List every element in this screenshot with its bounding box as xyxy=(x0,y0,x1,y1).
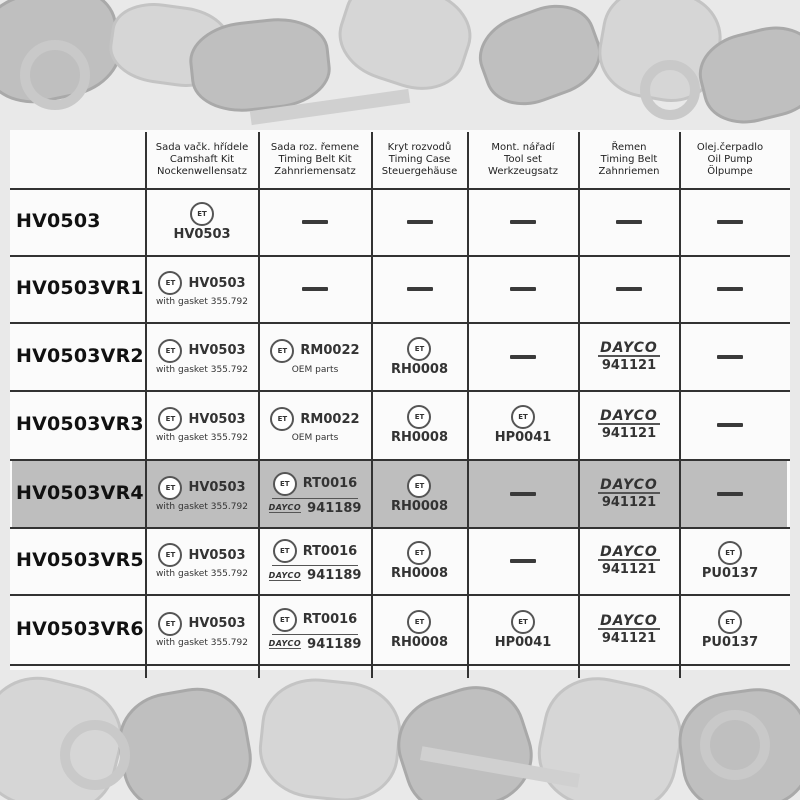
table-cell-timing-belt xyxy=(580,323,678,390)
table-cell-timing-belt xyxy=(580,595,678,664)
et-logo-icon: ET xyxy=(273,472,297,496)
part-note: with gasket 355.792 xyxy=(156,433,248,443)
part-code: RT0016 xyxy=(302,543,358,559)
dayco-logo: DAYCO xyxy=(268,639,302,648)
et-logo-icon: ET xyxy=(407,541,431,565)
part-note: OEM parts xyxy=(291,364,339,375)
part-code: RH0008 xyxy=(390,634,449,650)
belt-kit-part xyxy=(270,339,359,363)
part-note: with gasket 355.792 xyxy=(156,364,248,375)
dayco-logo: DAYCO xyxy=(600,612,658,629)
timing-case-part xyxy=(391,337,448,377)
column-header-camshaft-kit: Sada vačk. hřídele Camshaft Kit Nockenwellensatz xyxy=(155,142,249,177)
oil-pump-part xyxy=(702,541,758,581)
row-label: HV0503VR1 xyxy=(16,277,144,299)
table-cell-oil-pump xyxy=(681,189,779,255)
table-cell-tool-set xyxy=(469,460,577,527)
table-cell-tool-set xyxy=(469,323,577,390)
table-cell-camshaft xyxy=(147,256,257,322)
dayco-part xyxy=(269,637,362,652)
part-code: HV0503 xyxy=(188,547,246,563)
table-cell-timing-case xyxy=(373,189,466,255)
row-label: HV0503 xyxy=(16,210,101,232)
et-logo-icon: ET xyxy=(511,610,535,634)
table-cell-oil-pump xyxy=(681,595,779,664)
dayco-logo: DAYCO xyxy=(600,408,658,424)
et-logo-icon: ET xyxy=(158,407,182,431)
et-logo-icon: ET xyxy=(718,610,742,634)
camshaft-part xyxy=(158,407,245,431)
table-cell-camshaft xyxy=(147,595,257,664)
table-cell-tool-set xyxy=(469,595,577,664)
table-cell-belt-kit xyxy=(260,189,370,255)
part-code: HV0503 xyxy=(173,227,231,242)
et-logo-icon: ET xyxy=(407,337,431,361)
table-cell-timing-case xyxy=(373,256,466,322)
table-cell-tool-set xyxy=(469,256,577,322)
not-available-dash xyxy=(407,220,433,224)
camshaft-part xyxy=(158,271,245,295)
table-cell-camshaft xyxy=(147,189,257,255)
not-available-dash xyxy=(510,220,536,224)
et-logo-icon: ET xyxy=(273,608,297,632)
part-code: RH0008 xyxy=(390,566,449,581)
part-code: HV0503 xyxy=(188,480,246,495)
dayco-logo: DAYCO xyxy=(268,570,302,580)
et-logo-icon: ET xyxy=(407,405,431,429)
timing-case-part xyxy=(391,405,448,445)
part-code: PU0137 xyxy=(701,634,759,650)
grid-line xyxy=(10,664,790,666)
camshaft-part xyxy=(158,476,245,500)
table-cell-oil-pump xyxy=(681,460,779,527)
dayco-logo: DAYCO xyxy=(600,339,658,356)
column-header-tool-set: Mont. nářadí Tool set Werkzeugsatz xyxy=(488,142,558,177)
not-available-dash xyxy=(510,287,536,291)
part-code: 941189 xyxy=(307,568,362,583)
timing-belt-part xyxy=(598,341,660,373)
timing-case-part xyxy=(391,541,448,581)
table-cell-belt-kit xyxy=(260,256,370,322)
table-cell-camshaft xyxy=(147,460,257,527)
part-note: OEM parts xyxy=(291,433,339,443)
table-cell-belt-kit xyxy=(260,528,370,594)
timing-belt-part xyxy=(598,614,660,646)
not-available-dash xyxy=(302,287,328,291)
part-note: with gasket 355.792 xyxy=(156,297,248,307)
part-code: 941189 xyxy=(307,636,362,652)
column-header-oil-pump: Olej.čerpadlo Oil Pump Ölpumpe xyxy=(696,142,764,177)
table-cell-belt-kit xyxy=(260,323,370,390)
et-logo-icon: ET xyxy=(407,474,431,498)
part-code: HV0503 xyxy=(188,343,246,358)
part-note: with gasket 355.792 xyxy=(156,501,248,512)
table-cell-timing-belt xyxy=(580,528,678,594)
part-code: RH0008 xyxy=(390,361,449,377)
row-label: HV0503VR5 xyxy=(16,549,144,571)
part-code: HP0041 xyxy=(494,430,552,445)
divider xyxy=(272,498,358,499)
et-logo-icon: ET xyxy=(718,541,742,565)
timing-case-part xyxy=(391,474,448,514)
table-cell-timing-case xyxy=(373,595,466,664)
et-logo-icon: ET xyxy=(407,610,431,634)
belt-kit-part xyxy=(273,539,357,563)
part-code: RH0008 xyxy=(390,430,449,445)
part-code: HV0503 xyxy=(188,616,246,631)
table-cell-camshaft xyxy=(147,323,257,390)
part-note: with gasket 355.792 xyxy=(156,569,248,579)
divider xyxy=(272,634,358,635)
part-code: 941121 xyxy=(601,426,657,441)
table-cell-timing-belt xyxy=(580,460,678,527)
table-cell-tool-set xyxy=(469,391,577,459)
belt-kit-part xyxy=(273,608,357,632)
not-available-dash xyxy=(510,492,536,496)
timing-belt-part xyxy=(598,478,660,510)
timing-belt-part xyxy=(598,409,660,441)
timing-belt-part xyxy=(598,545,660,577)
not-available-dash xyxy=(717,423,743,427)
dayco-logo: DAYCO xyxy=(268,503,302,512)
row-label: HV0503VR4 xyxy=(16,481,144,504)
part-code: RH0008 xyxy=(390,498,449,514)
row-label: HV0503VR2 xyxy=(16,344,144,367)
table-cell-timing-case xyxy=(373,391,466,459)
table-cell-camshaft xyxy=(147,391,257,459)
part-note: with gasket 355.792 xyxy=(156,637,248,648)
et-logo-icon: ET xyxy=(270,339,294,363)
camshaft-part xyxy=(158,612,245,636)
camshaft-part xyxy=(173,202,230,242)
dayco-part xyxy=(269,568,362,583)
not-available-dash xyxy=(616,220,642,224)
timing-case-part xyxy=(391,610,448,650)
table-cell-timing-case xyxy=(373,323,466,390)
not-available-dash xyxy=(616,287,642,291)
part-code: 941121 xyxy=(601,630,657,646)
camshaft-part xyxy=(158,543,245,567)
part-code: PU0137 xyxy=(701,566,759,581)
column-header-timing-case: Kryt rozvodů Timing Case Steuergehäuse xyxy=(381,142,458,177)
column-header-timing-belt: Řemen Timing Belt Zahnriemen xyxy=(598,142,660,177)
not-available-dash xyxy=(717,220,743,224)
et-logo-icon: ET xyxy=(511,405,535,429)
table-cell-timing-case xyxy=(373,460,466,527)
divider xyxy=(272,565,358,566)
et-logo-icon: ET xyxy=(158,543,182,567)
table-cell-tool-set xyxy=(469,189,577,255)
belt-kit-part xyxy=(273,472,357,496)
et-logo-icon: ET xyxy=(158,612,182,636)
table-cell-belt-kit xyxy=(260,460,370,527)
dayco-logo: DAYCO xyxy=(600,544,658,560)
table-cell-oil-pump xyxy=(681,528,779,594)
not-available-dash xyxy=(407,287,433,291)
part-code: RM0022 xyxy=(300,343,360,358)
not-available-dash xyxy=(302,220,328,224)
column-header-timing-belt-kit: Sada roz. řemene Timing Belt Kit Zahnriemensatz xyxy=(270,142,360,177)
part-code: 941189 xyxy=(307,500,362,516)
table-cell-timing-case xyxy=(373,528,466,594)
table-cell-camshaft xyxy=(147,528,257,594)
not-available-dash xyxy=(510,559,536,563)
not-available-dash xyxy=(717,492,743,496)
et-logo-icon: ET xyxy=(158,271,182,295)
not-available-dash xyxy=(717,287,743,291)
part-code: 941121 xyxy=(601,494,657,510)
dayco-logo: DAYCO xyxy=(600,476,658,493)
part-code: HP0041 xyxy=(494,634,552,650)
oil-pump-part xyxy=(702,610,758,650)
et-logo-icon: ET xyxy=(270,407,294,431)
table-cell-timing-belt xyxy=(580,256,678,322)
table-cell-belt-kit xyxy=(260,391,370,459)
part-code: 941121 xyxy=(601,357,657,373)
table-cell-timing-belt xyxy=(580,189,678,255)
table-cell-oil-pump xyxy=(681,391,779,459)
row-label: HV0503VR3 xyxy=(16,413,144,435)
row-label: HV0503VR6 xyxy=(16,617,144,640)
table-cell-oil-pump xyxy=(681,256,779,322)
table-cell-tool-set xyxy=(469,528,577,594)
table-cell-timing-belt xyxy=(580,391,678,459)
et-logo-icon: ET xyxy=(190,202,214,226)
et-logo-icon: ET xyxy=(158,339,182,363)
tool-set-part xyxy=(495,610,552,650)
not-available-dash xyxy=(717,355,743,359)
part-code: 941121 xyxy=(601,562,657,577)
et-logo-icon: ET xyxy=(158,476,182,500)
table-cell-oil-pump xyxy=(681,323,779,390)
et-logo-icon: ET xyxy=(273,539,297,563)
part-code: HV0503 xyxy=(188,275,246,291)
part-code: HV0503 xyxy=(188,411,246,427)
part-code: RM0022 xyxy=(300,411,360,427)
not-available-dash xyxy=(510,355,536,359)
dayco-part xyxy=(269,501,362,516)
tool-set-part xyxy=(495,405,552,445)
table-cell-belt-kit xyxy=(260,595,370,664)
part-code: RT0016 xyxy=(302,476,358,491)
part-code: RT0016 xyxy=(302,612,358,627)
camshaft-part xyxy=(158,339,245,363)
belt-kit-part xyxy=(270,407,359,431)
